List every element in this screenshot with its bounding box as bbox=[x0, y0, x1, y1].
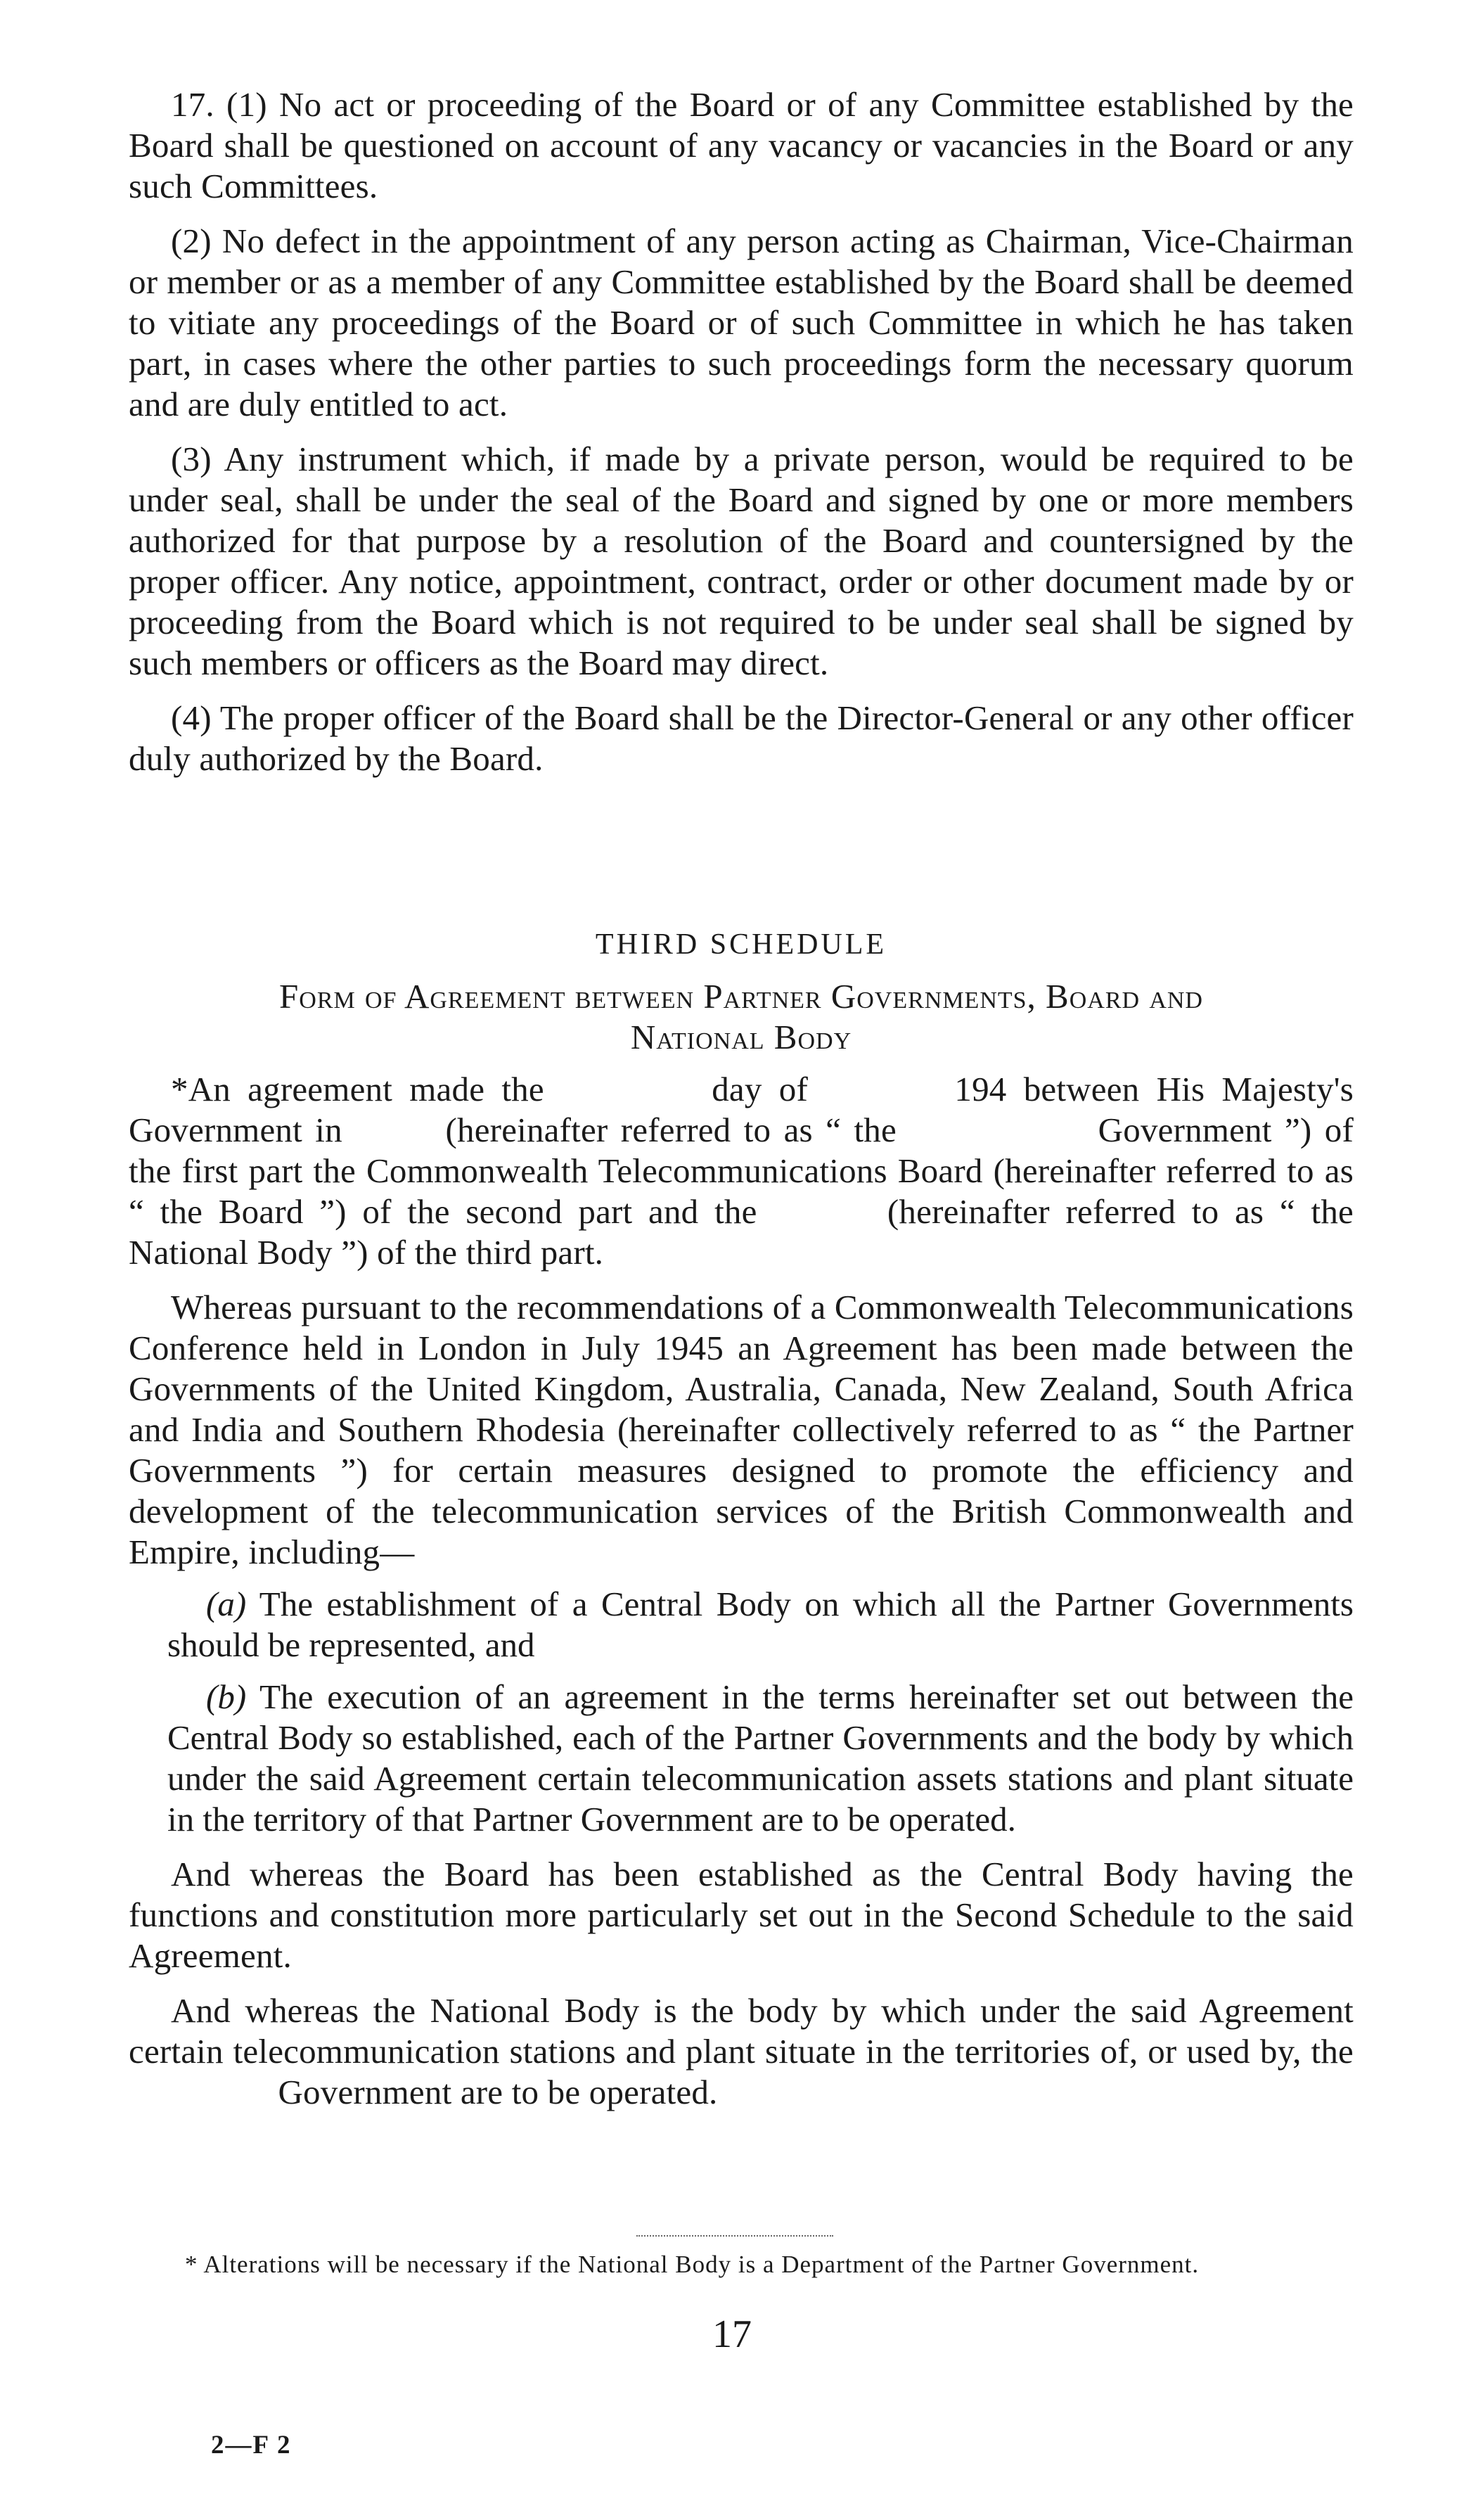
agreement-body bbox=[129, 1069, 1354, 2113]
footnote: * Alterations will be necessary if the National Body is a Department of the Partner Government. bbox=[185, 2251, 1200, 2278]
item-b bbox=[167, 1677, 1354, 1840]
whereas-paragraph: Whereas pursuant to the recommendations of a Commonwealth Telecommunications Conference held in London in July 1945 an Agreement has been made between the Governments of the United Kingdom, Australia, Canada, New Zealand, South Africa and India and Southern Rhodesia (hereinafter collectively referred to as “ the Partner Governments ”) for certain measures designed to promote the efficiency and development of the telecommunication services of the British Commonwealth and Empire, including— bbox=[129, 1288, 1354, 1571]
intro-third-part: (hereinafter referred to as “ the National Body ”) of the third part. bbox=[129, 1192, 1354, 1272]
signature-mark: 2—F 2 bbox=[211, 2431, 292, 2460]
section-17-para-3: (3) Any instrument which, if made by a private person, would be required to be under seal, shall be under the seal of the Board and signed by one or more members authorized for that purpose by a resolution of the Board and countersigned by the proper officer. Any notice, appointment, contract, order or other document made by or proceeding from the Board which is not required to be under seal shall be signed by such members or officers as the Board may direct. bbox=[129, 440, 1354, 682]
footnote-divider bbox=[636, 2235, 833, 2237]
section-17-para-4: (4) The proper officer of the Board shall be the Director-General or any other officer duly authorized by the Board. bbox=[129, 698, 1354, 778]
intro-hereinafter-1: (hereinafter referred to as “ the bbox=[445, 1111, 897, 1149]
item-a-text: The establishment of a Central Body on which all the Partner Governments should be represented, and bbox=[167, 1585, 1354, 1664]
and-whereas-national-body bbox=[129, 1990, 1354, 2113]
national-body-text-b: Government are to be operated. bbox=[278, 2073, 718, 2111]
item-a-label: (a) bbox=[206, 1585, 247, 1623]
intro-first-part: Government ”) of the first part the Commonwealth Telecommunications Board (hereinafter referred to as “ the Board ”) of the second part and the bbox=[129, 1111, 1354, 1231]
and-whereas-board: And whereas the Board has been established as the Central Body having the functions and constitution more particularly set out in the Second Schedule to the said Agreement. bbox=[129, 1855, 1354, 1975]
intro-between: between His Majesty's Government in bbox=[129, 1070, 1354, 1149]
intro-made-the: *An agreement made the bbox=[171, 1070, 544, 1108]
intro-year: 194 bbox=[954, 1070, 1007, 1108]
schedule-title: THIRD SCHEDULE bbox=[595, 928, 887, 961]
section-17 bbox=[129, 84, 1354, 779]
section-17-para-2: (2) No defect in the appointment of any person acting as Chairman, Vice-Chairman or member or as a member of any Committee established by the Board shall be deemed to vitiate any proceedings of the Board or of such Committee in which he has taken part, in cases where the other parties to such proceedings form the necessary quorum and are duly entitled to act. bbox=[129, 222, 1354, 423]
national-body-text-a: And whereas the National Body is the body by which under the said Agreement certain telecommunication stations and plant situate in the territories of, or used by, the bbox=[129, 1991, 1354, 2071]
item-b-label: (b) bbox=[206, 1677, 247, 1716]
agreement-intro bbox=[129, 1069, 1354, 1273]
item-b-text: The execution of an agreement in the terms hereinafter set out between the Central Body so established, each of the Partner Governments and the body by which under the said Agreement certain telecommunication assets stations and plant situate in the territory of that Partner Government are to be operated. bbox=[167, 1677, 1354, 1838]
item-a bbox=[167, 1584, 1354, 1665]
section-17-para-1: 17. (1) No act or proceeding of the Board or of any Committee established by the Board shall be questioned on account of any vacancy or vacancies in the Board or any such Committees. bbox=[129, 85, 1354, 205]
page-number: 17 bbox=[712, 2313, 752, 2356]
form-title-line-1: Form of Agreement between Partner Governments, Board and bbox=[279, 977, 1203, 1016]
intro-day-of: day of bbox=[712, 1070, 808, 1108]
form-title-line-2: National Body bbox=[630, 1018, 852, 1056]
